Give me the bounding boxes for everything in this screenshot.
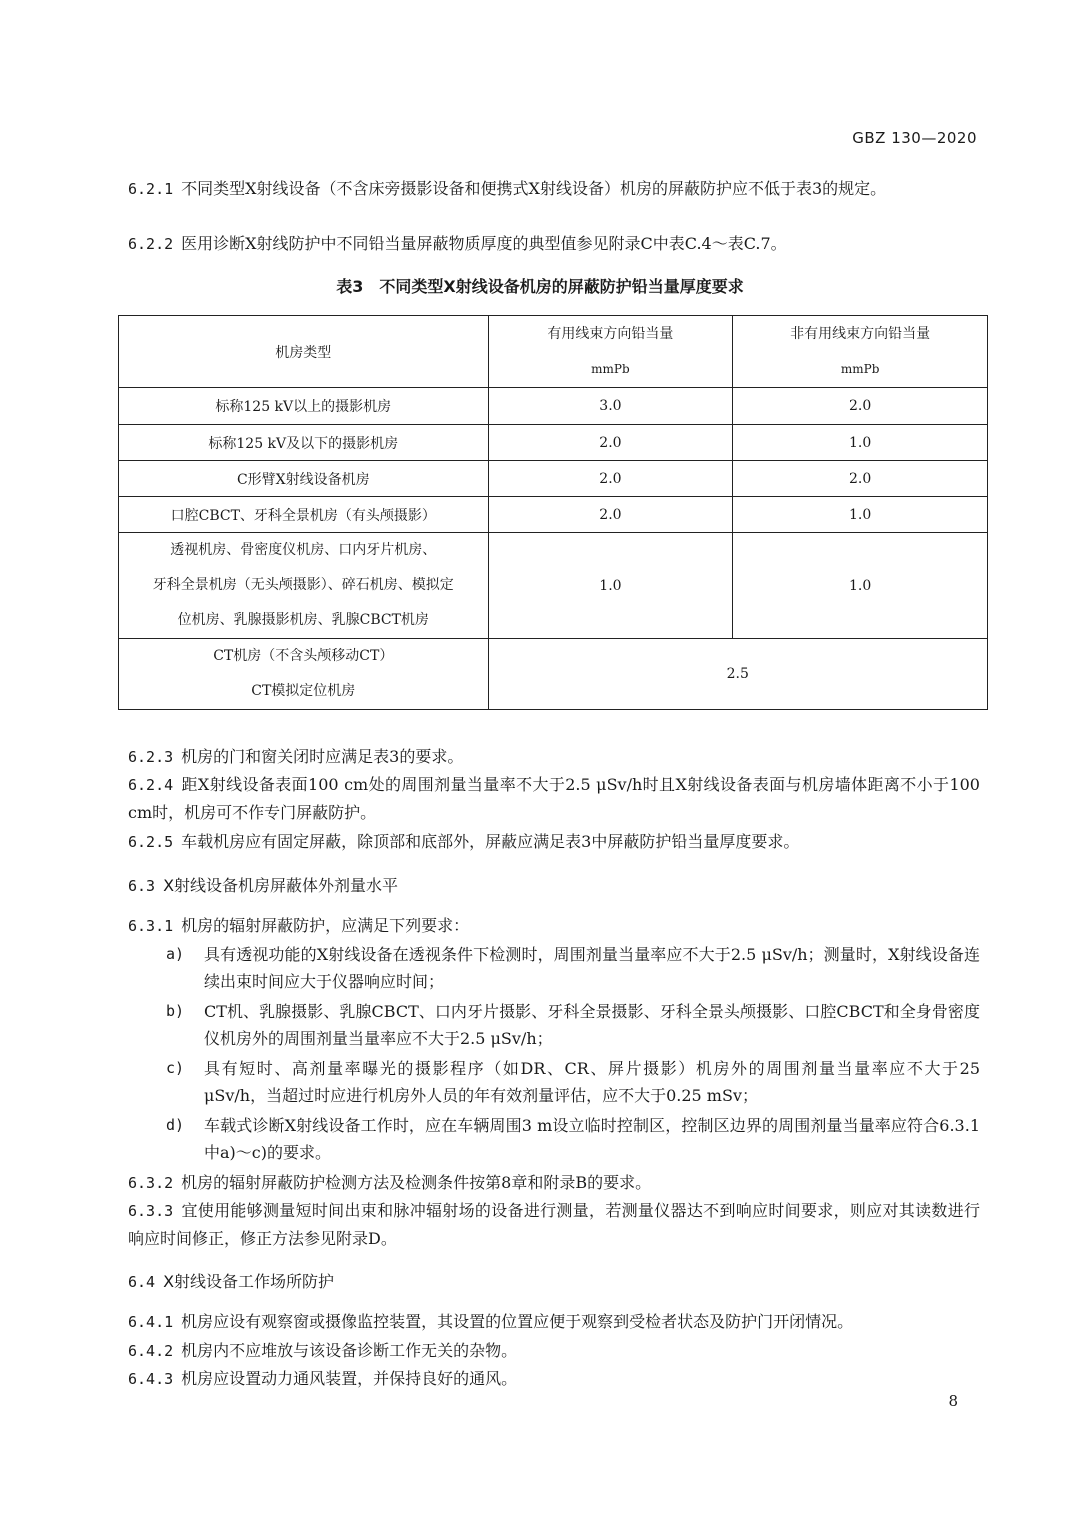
list-marker: a): [166, 945, 185, 963]
list-item: [166, 998, 980, 1052]
clause-text: 机房应设有观察窗或摄像监控装置，其设置的位置应便于观察到受检者状态及防护门开闭情况。: [181, 1312, 854, 1331]
section-6-3-heading: [128, 873, 398, 896]
clause-number: 6.3.1: [128, 917, 174, 935]
section-number: 6.3: [128, 877, 156, 895]
row-nonuseful-value: 1.0: [733, 533, 988, 639]
clause-number: 6.2.1: [128, 180, 174, 198]
clause-6-4-1: [128, 1308, 980, 1336]
row-nonuseful-value: 1.0: [733, 497, 988, 533]
room-type-line: 位机房、乳腺摄影机房、乳腺CBCT机房: [177, 612, 429, 628]
clause-6-3-1: [128, 912, 980, 940]
list-text: 具有短时、高剂量率曝光的摄影程序（如DR、CR、屏片摄影）机房外的周围剂量当量率应不大于25 μSv/h，当超过时应进行机房外人员的年有效剂量评估，应不大于0.25 mSv；: [204, 1059, 980, 1105]
header-useful-beam: [488, 316, 733, 388]
clause-number: 6.4.3: [128, 1370, 174, 1388]
clause-number: 6.2.5: [128, 833, 174, 851]
row-nonuseful-value: 2.0: [733, 388, 988, 425]
header-useful-unit: mmPb: [591, 362, 630, 376]
clause-number: 6.3.3: [128, 1202, 174, 1220]
row-useful-value: 2.0: [488, 425, 733, 461]
list-marker: d): [166, 1116, 185, 1134]
table-row: [119, 533, 988, 639]
room-type-line: CT模拟定位机房: [251, 683, 356, 699]
row-room-type: 标称125 kV及以下的摄影机房: [119, 425, 489, 461]
clause-6-3-2: [128, 1169, 980, 1197]
table-header-row: [119, 316, 988, 388]
clause-6-4-3: [128, 1365, 980, 1393]
row-useful-value: 1.0: [488, 533, 733, 639]
clause-6-2-4: [128, 771, 980, 826]
header-nonuseful-beam: [733, 316, 988, 388]
clause-6-4-2: [128, 1337, 980, 1365]
room-type-line: 透视机房、骨密度仪机房、口内牙片机房、: [170, 542, 437, 558]
clause-6-2-5: [128, 828, 980, 856]
header-room-type: 机房类型: [119, 316, 489, 388]
clause-6-2-2: [128, 230, 980, 258]
list-text: CT机、乳腺摄影、乳腺CBCT、口内牙片摄影、牙科全景摄影、牙科全景头颅摄影、口腔CBCT和全身骨密度仪机房外的周围剂量当量率应不大于2.5 μSv/h；: [204, 1002, 980, 1048]
table-row: [119, 461, 988, 497]
list-text: 具有透视功能的X射线设备在透视条件下检测时，周围剂量当量率应不大于2.5 μSv/h；测量时，X射线设备连续出束时间应大于仪器响应时间；: [204, 945, 980, 991]
list-marker: c): [166, 1059, 185, 1077]
clause-number: 6.2.4: [128, 776, 174, 794]
table-row: [119, 388, 988, 425]
clause-text: 医用诊断X射线防护中不同铅当量屏蔽物质厚度的典型值参见附录C中表C.4～表C.7。: [181, 234, 787, 253]
clause-6-3-3: [128, 1197, 980, 1252]
section-6-4-heading: [128, 1269, 334, 1292]
row-room-type: 标称125 kV以上的摄影机房: [119, 388, 489, 425]
list-item: [166, 1112, 980, 1166]
header-nonuseful-unit: mmPb: [840, 362, 880, 376]
row-room-type: [119, 639, 489, 710]
row-nonuseful-value: 1.0: [733, 425, 988, 461]
row-useful-value: 3.0: [488, 388, 733, 425]
shielding-table: [118, 315, 988, 710]
clause-text: 机房的辐射屏蔽防护检测方法及检测条件按第8章和附录B的要求。: [181, 1173, 652, 1192]
clause-text: 机房应设置动力通风装置，并保持良好的通风。: [181, 1369, 518, 1388]
row-nonuseful-value: 2.0: [733, 461, 988, 497]
row-room-type: [119, 533, 489, 639]
clause-text: 宜使用能够测量短时间出束和脉冲辐射场的设备进行测量，若测量仪器达不到响应时间要求，则应对其读数进行响应时间修正，修正方法参见附录D。: [128, 1201, 980, 1248]
clause-number: 6.2.2: [128, 235, 174, 253]
clause-number: 6.3.2: [128, 1174, 174, 1192]
table-title: 表3 不同类型X射线设备机房的屏蔽防护铅当量厚度要求: [336, 277, 744, 296]
header-useful-label: 有用线束方向铅当量: [547, 326, 674, 342]
clause-6-2-3: [128, 743, 980, 771]
clause-text: 机房内不应堆放与该设备诊断工作无关的杂物。: [181, 1341, 518, 1360]
list-item: [166, 1055, 980, 1109]
page-number: 8: [948, 1392, 958, 1410]
row-merged-value: 2.5: [488, 639, 987, 710]
clause-number: 6.2.3: [128, 748, 174, 766]
list-marker: b): [166, 1002, 185, 1020]
clause-number: 6.4.1: [128, 1313, 174, 1331]
table-row: [119, 639, 988, 710]
row-useful-value: 2.0: [488, 497, 733, 533]
header-nonuseful-label: 非有用线束方向铅当量: [790, 326, 931, 342]
standard-code: GBZ 130—2020: [852, 129, 977, 147]
row-useful-value: 2.0: [488, 461, 733, 497]
room-type-line: CT机房（不含头颅移动CT）: [213, 648, 394, 664]
clause-text: 距X射线设备表面100 cm处的周围剂量当量率不大于2.5 μSv/h时且X射线设备表面与机房墙体距离不小于100 cm时，机房可不作专门屏蔽防护。: [128, 775, 980, 822]
clause-text: 机房的门和窗关闭时应满足表3的要求。: [181, 747, 464, 766]
list-text: 车载式诊断X射线设备工作时，应在车辆周围3 m设立临时控制区，控制区边界的周围剂量当量率应符合6.3.1中a)～c)的要求。: [204, 1116, 980, 1162]
row-room-type: C形臂X射线设备机房: [119, 461, 489, 497]
clause-text: 机房的辐射屏蔽防护，应满足下列要求：: [181, 916, 470, 935]
section-title: X射线设备机房屏蔽体外剂量水平: [163, 876, 399, 895]
table-row: [119, 497, 988, 533]
list-item: [166, 941, 980, 995]
clause-text: 不同类型X射线设备（不含床旁摄影设备和便携式X射线设备）机房的屏蔽防护应不低于表3的规定。: [181, 179, 887, 198]
room-type-line: 牙科全景机房（无头颅摄影）、碎石机房、模拟定: [152, 577, 454, 593]
clause-text: 车载机房应有固定屏蔽，除顶部和底部外，屏蔽应满足表3中屏蔽防护铅当量厚度要求。: [181, 832, 800, 851]
table-row: [119, 425, 988, 461]
section-number: 6.4: [128, 1273, 156, 1291]
row-room-type: 口腔CBCT、牙科全景机房（有头颅摄影）: [119, 497, 489, 533]
clause-6-2-1: [128, 175, 980, 203]
section-title: X射线设备工作场所防护: [163, 1272, 335, 1291]
clause-number: 6.4.2: [128, 1342, 174, 1360]
